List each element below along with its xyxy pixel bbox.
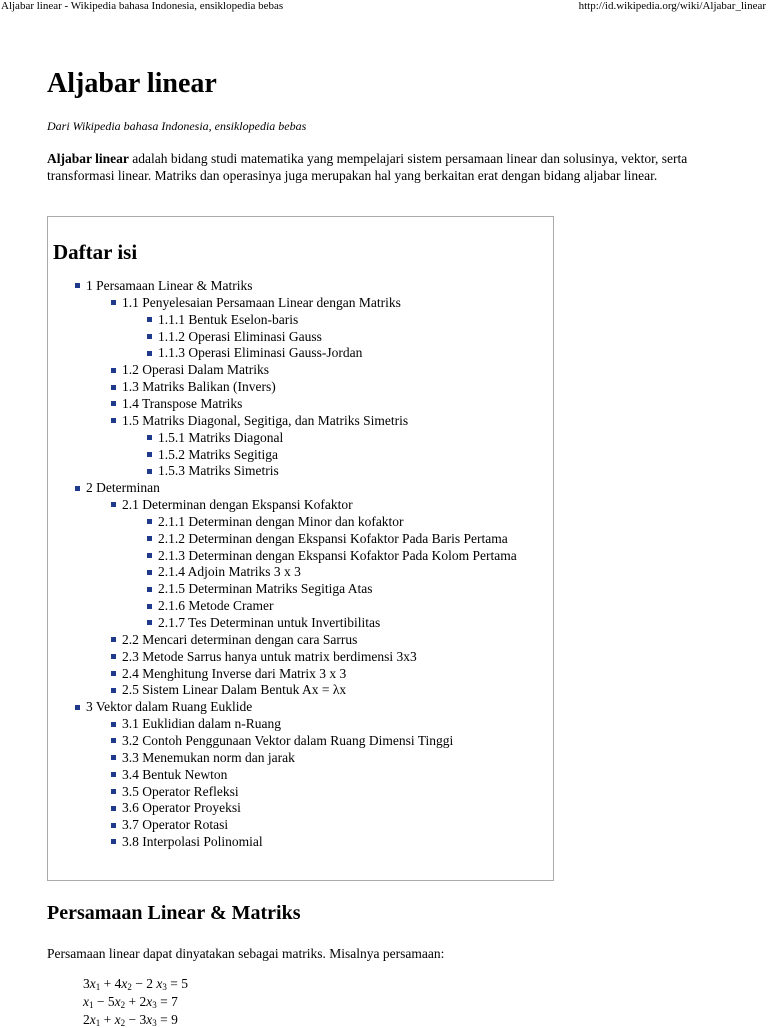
- toc-item-label: 2.2 Mencari determinan dengan cara Sarrus: [122, 631, 358, 647]
- bullet-icon: [111, 688, 116, 693]
- toc-item[interactable]: [147, 429, 283, 446]
- toc-item-label: 2.1.3 Determinan dengan Ekspansi Kofaktor Pada Kolom Pertama: [158, 547, 517, 563]
- bullet-icon: [147, 351, 152, 356]
- variable: x: [156, 976, 163, 991]
- toc-item[interactable]: [75, 277, 252, 294]
- toc-item-label: 2.3 Metode Sarrus hanya untuk matrix berdimensi 3x3: [122, 648, 417, 664]
- site-subtitle: Dari Wikipedia bahasa Indonesia, ensiklopedia bebas: [47, 119, 307, 133]
- bullet-icon: [147, 536, 152, 541]
- subscript: 3: [152, 1000, 157, 1010]
- page-url: http://id.wikipedia.org/wiki/Aljabar_linear: [578, 0, 766, 12]
- bullet-icon: [111, 300, 116, 305]
- toc-item[interactable]: [111, 378, 276, 395]
- subscript: 2: [127, 982, 132, 992]
- toc-item[interactable]: [147, 462, 279, 479]
- toc-item-label: 3.5 Operator Refleksi: [122, 783, 239, 799]
- toc-item-label: 1.2 Operasi Dalam Matriks: [122, 362, 269, 378]
- equation-text: 2: [83, 1012, 90, 1027]
- variable: x: [83, 994, 89, 1009]
- intro-text: adalah bidang studi matematika yang mempelajari sistem persamaan linear dan solusinya, vektor, serta transformasi linear. Matriks dan operasinya juga merupakan hal yang berkaitan erat dengan bidang aljabar linear.: [47, 151, 688, 183]
- section-title: Persamaan Linear & Matriks: [47, 902, 301, 924]
- equation-text: − 3: [125, 1012, 147, 1027]
- bullet-icon: [111, 738, 116, 743]
- bullet-icon: [111, 654, 116, 659]
- toc-item-label: 3.6 Operator Proyeksi: [122, 800, 241, 816]
- toc-item-label: 3.4 Bentuk Newton: [122, 766, 228, 782]
- bullet-icon: [111, 772, 116, 777]
- toc-item[interactable]: [147, 446, 278, 463]
- bullet-icon: [147, 452, 152, 457]
- bullet-icon: [75, 486, 80, 491]
- toc-item[interactable]: [75, 479, 160, 496]
- toc-item-label: 2.1.7 Tes Determinan untuk Invertibilitas: [158, 615, 381, 630]
- toc-item[interactable]: [147, 344, 362, 361]
- bullet-icon: [111, 637, 116, 642]
- equation-text: − 2: [131, 976, 157, 991]
- equation-line: [83, 1011, 178, 1028]
- bullet-icon: [111, 368, 116, 373]
- toc-item[interactable]: [111, 648, 417, 665]
- toc-item[interactable]: [111, 715, 281, 732]
- bullet-icon: [147, 553, 152, 558]
- bullet-icon: [111, 385, 116, 390]
- toc-item-label: 3.8 Interpolasi Polinomial: [122, 834, 263, 850]
- bullet-icon: [111, 806, 116, 811]
- toc-item-label: 1.1 Penyelesaian Persamaan Linear dengan Matriks: [122, 294, 401, 310]
- toc-item[interactable]: [147, 530, 508, 547]
- bullet-icon: [111, 401, 116, 406]
- toc-title: Daftar isi: [53, 240, 138, 264]
- equation-text: = 5: [166, 976, 188, 991]
- toc-item[interactable]: [111, 783, 239, 800]
- equation-line: [83, 975, 188, 992]
- bullet-icon: [147, 435, 152, 440]
- toc-item[interactable]: [111, 631, 357, 648]
- toc-item[interactable]: [147, 547, 517, 564]
- toc-item-label: 2.1.6 Metode Cramer: [158, 598, 274, 614]
- subscript: 1: [95, 982, 101, 992]
- print-header: [0, 0, 768, 16]
- bullet-icon: [111, 722, 116, 727]
- variable: x: [146, 994, 153, 1009]
- bullet-icon: [111, 755, 116, 760]
- toc-item-label: 2 Determinan: [86, 480, 160, 496]
- equation-text: + 4: [100, 976, 122, 991]
- bullet-icon: [111, 823, 116, 828]
- subscript: 3: [162, 982, 167, 992]
- toc-item[interactable]: [111, 732, 453, 749]
- toc-item[interactable]: [111, 816, 228, 833]
- variable: x: [89, 1012, 96, 1027]
- bullet-icon: [147, 604, 152, 609]
- equation-text: +: [100, 1012, 115, 1027]
- toc-item-label: 3 Vektor dalam Ruang Euklide: [86, 699, 253, 715]
- equation-text: = 7: [156, 994, 178, 1009]
- toc-item[interactable]: [147, 328, 322, 345]
- equation-text: − 5: [93, 994, 115, 1009]
- bullet-icon: [147, 334, 152, 339]
- toc-item[interactable]: [111, 395, 242, 412]
- toc-item[interactable]: [111, 766, 227, 783]
- bullet-icon: [75, 705, 80, 710]
- bullet-icon: [111, 671, 116, 676]
- toc-item[interactable]: [111, 361, 269, 378]
- variable: x: [114, 1012, 121, 1027]
- bullet-icon: [111, 418, 116, 423]
- equation-line: [83, 993, 178, 1010]
- bullet-icon: [147, 469, 152, 474]
- toc-item-label: 1.1.1 Bentuk Eselon-baris: [158, 311, 299, 327]
- intro-paragraph: [47, 150, 707, 184]
- toc-item-label: 1.5.2 Matriks Segitiga: [158, 446, 278, 462]
- toc-item[interactable]: [111, 412, 408, 429]
- subscript: 3: [152, 1018, 157, 1028]
- toc-item-label: 2.1.2 Determinan dengan Ekspansi Kofaktor Pada Baris Pertama: [158, 530, 508, 546]
- subscript: 1: [95, 1018, 101, 1028]
- bullet-icon: [147, 317, 152, 322]
- variable: x: [146, 1012, 153, 1027]
- variable: x: [89, 976, 96, 991]
- toc-item-label: 1.4 Transpose Matriks: [122, 395, 243, 411]
- toc-item-label: 3.7 Operator Rotasi: [122, 817, 229, 833]
- toc-item-label: 3.2 Contoh Penggunaan Vektor dalam Ruang Dimensi Tinggi: [122, 732, 454, 748]
- toc-item[interactable]: [147, 614, 380, 631]
- toc-item-label: 2.4 Menghitung Inverse dari Matrix 3 x 3: [122, 665, 347, 681]
- toc-item-label: 2.1.1 Determinan dengan Minor dan kofaktor: [158, 513, 404, 529]
- page-title: Aljabar linear: [47, 68, 217, 99]
- bullet-icon: [111, 789, 116, 794]
- bullet-icon: [147, 620, 152, 625]
- equation-text: = 9: [156, 1012, 178, 1027]
- toc-item[interactable]: [111, 833, 263, 850]
- toc-item[interactable]: [147, 513, 404, 530]
- toc-item[interactable]: [111, 294, 401, 311]
- equation-text: 3: [83, 976, 90, 991]
- toc-item-label: 1.5.3 Matriks Simetris: [158, 463, 279, 479]
- toc-item[interactable]: [111, 749, 295, 766]
- toc-item[interactable]: [75, 698, 252, 715]
- bullet-icon: [147, 570, 152, 575]
- toc-item-label: 1.5.1 Matriks Diagonal: [158, 429, 284, 445]
- toc-item-label: 2.1.4 Adjoin Matriks 3 x 3: [158, 564, 301, 580]
- section-text: Persamaan linear dapat dinyatakan sebagai matriks. Misalnya persamaan:: [47, 946, 445, 961]
- toc-item-label: 2.1.5 Determinan Matriks Segitiga Atas: [158, 581, 373, 597]
- toc-item-label: 3.3 Menemukan norm dan jarak: [122, 749, 295, 765]
- intro-term: Aljabar linear: [47, 151, 129, 166]
- subscript: 2: [120, 1000, 126, 1010]
- toc-item[interactable]: [147, 597, 273, 614]
- toc-item-label: 1 Persamaan Linear & Matriks: [86, 278, 253, 293]
- subscript: 2: [120, 1018, 126, 1028]
- toc-item[interactable]: [147, 311, 298, 328]
- toc-item-label: 2.5 Sistem Linear Dalam Bentuk Ax = λx: [122, 682, 347, 698]
- toc-item[interactable]: [111, 681, 346, 698]
- bullet-icon: [111, 839, 116, 844]
- toc-item-label: 3.1 Euklidian dalam n-Ruang: [122, 716, 281, 732]
- bullet-icon: [111, 502, 116, 507]
- bullet-icon: [147, 519, 152, 524]
- variable: x: [121, 976, 128, 991]
- toc-item-label: 1.3 Matriks Balikan (Invers): [122, 379, 276, 395]
- toc-item-label: 1.1.2 Operasi Eliminasi Gauss: [158, 328, 322, 344]
- subscript: 1: [89, 1000, 94, 1010]
- toc-item[interactable]: [111, 799, 241, 816]
- toc-item-label: 2.1 Determinan dengan Ekspansi Kofaktor: [122, 497, 353, 513]
- variable: x: [114, 994, 121, 1009]
- document-title: Aljabar linear - Wikipedia bahasa Indonesia, ensiklopedia bebas: [1, 0, 284, 12]
- toc-item[interactable]: [111, 665, 346, 682]
- toc-item[interactable]: [147, 580, 372, 597]
- toc-item[interactable]: [111, 496, 353, 513]
- equation-text: + 2: [125, 994, 147, 1009]
- bullet-icon: [147, 587, 152, 592]
- toc-item-label: 1.1.3 Operasi Eliminasi Gauss-Jordan: [158, 345, 363, 361]
- toc-item-label: 1.5 Matriks Diagonal, Segitiga, dan Matriks Simetris: [122, 412, 409, 428]
- toc-item[interactable]: [147, 563, 301, 580]
- bullet-icon: [75, 283, 80, 288]
